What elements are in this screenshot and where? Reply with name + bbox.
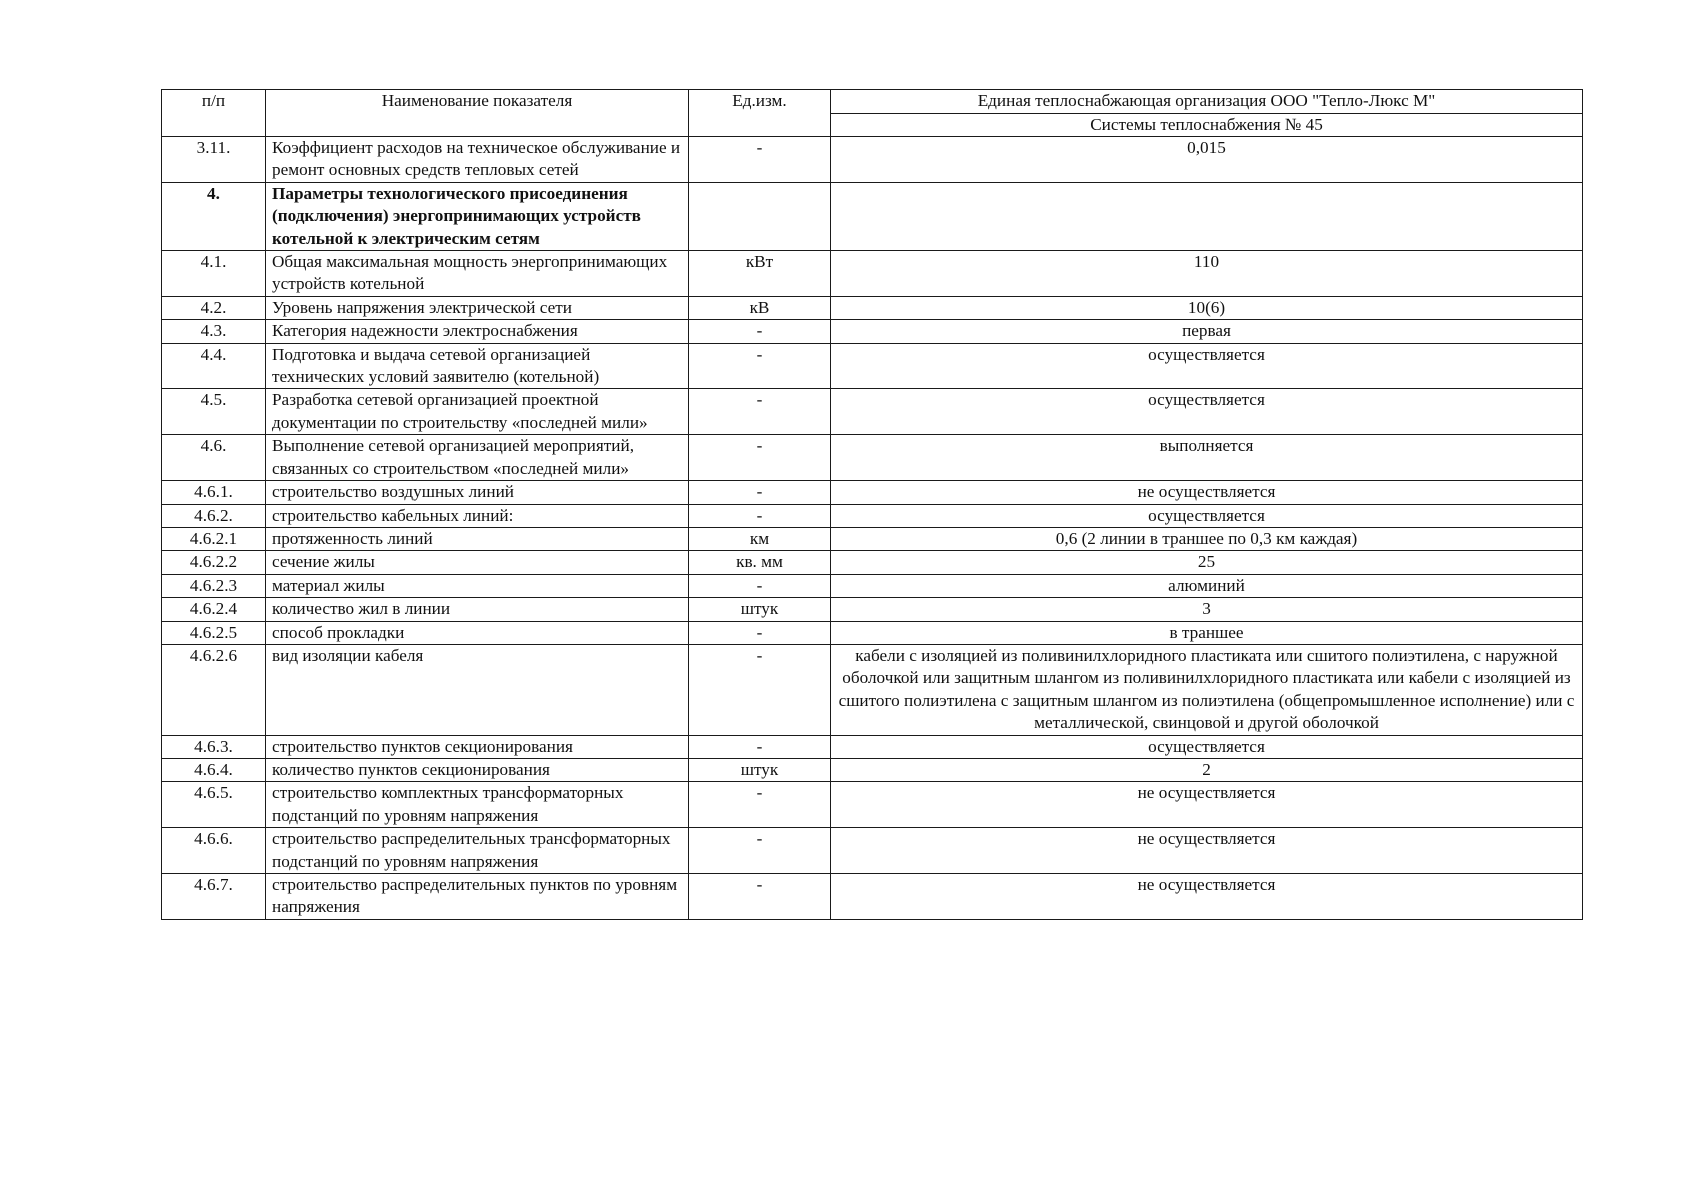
row-num: 4.6.2.1 [162, 527, 266, 550]
row-num: 3.11. [162, 137, 266, 183]
row-name: способ прокладки [266, 621, 689, 644]
table-row [162, 874, 1583, 920]
row-unit: штук [689, 598, 831, 621]
row-num: 4.2. [162, 296, 266, 319]
row-unit: кВт [689, 251, 831, 297]
row-name: Подготовка и выдача сетевой организацией технических условий заявителю (котельной) [266, 343, 689, 389]
row-unit: - [689, 644, 831, 735]
row-unit: - [689, 435, 831, 481]
table-row [162, 621, 1583, 644]
row-num: 4.6.1. [162, 481, 266, 504]
row-num: 4.5. [162, 389, 266, 435]
table-row [162, 828, 1583, 874]
row-num: 4.6. [162, 435, 266, 481]
row-unit: км [689, 527, 831, 550]
row-name: материал жилы [266, 574, 689, 597]
row-value: первая [831, 320, 1583, 343]
row-name: строительство кабельных линий: [266, 504, 689, 527]
row-name: строительство распределительных трансформаторных подстанций по уровням напряжения [266, 828, 689, 874]
row-value: 25 [831, 551, 1583, 574]
row-num: 4.6.2.4 [162, 598, 266, 621]
table-row [162, 598, 1583, 621]
table-header [162, 90, 1583, 137]
row-num: 4.4. [162, 343, 266, 389]
row-value: не осуществляется [831, 481, 1583, 504]
row-value: 0,015 [831, 137, 1583, 183]
header-num: п/п [162, 90, 266, 137]
row-num: 4.1. [162, 251, 266, 297]
row-num: 4.6.2. [162, 504, 266, 527]
row-name: Параметры технологического присоединения (подключения) энергопринимающих устройств котельной к электрическим сетям [266, 182, 689, 250]
table-body [162, 137, 1583, 920]
row-value: 10(6) [831, 296, 1583, 319]
table-row [162, 435, 1583, 481]
row-value: 2 [831, 758, 1583, 781]
row-unit: штук [689, 758, 831, 781]
header-unit: Ед.изм. [689, 90, 831, 137]
table-row [162, 296, 1583, 319]
table-row [162, 782, 1583, 828]
table-row [162, 182, 1583, 250]
row-name: строительство комплектных трансформаторных подстанций по уровням напряжения [266, 782, 689, 828]
row-unit: - [689, 782, 831, 828]
row-unit: - [689, 735, 831, 758]
row-unit: кв. мм [689, 551, 831, 574]
row-name: строительство распределительных пунктов по уровням напряжения [266, 874, 689, 920]
row-num: 4. [162, 182, 266, 250]
row-unit: - [689, 481, 831, 504]
row-unit: - [689, 389, 831, 435]
row-value: осуществляется [831, 504, 1583, 527]
row-name: строительство пунктов секционирования [266, 735, 689, 758]
row-name: протяженность линий [266, 527, 689, 550]
table-row [162, 758, 1583, 781]
row-num: 4.6.2.5 [162, 621, 266, 644]
row-name: Категория надежности электроснабжения [266, 320, 689, 343]
row-name: Коэффициент расходов на техническое обслуживание и ремонт основных средств тепловых сетей [266, 137, 689, 183]
table-row [162, 504, 1583, 527]
row-value: в траншее [831, 621, 1583, 644]
table-row [162, 644, 1583, 735]
header-system: Системы теплоснабжения № 45 [831, 114, 1583, 137]
row-name: Уровень напряжения электрической сети [266, 296, 689, 319]
row-num: 4.6.5. [162, 782, 266, 828]
header-name: Наименование показателя [266, 90, 689, 137]
row-value: 110 [831, 251, 1583, 297]
row-unit: - [689, 621, 831, 644]
row-value: выполняется [831, 435, 1583, 481]
header-organization: Единая теплоснабжающая организация ООО "Тепло-Люкс М" [831, 90, 1583, 114]
table-row [162, 137, 1583, 183]
row-unit: - [689, 343, 831, 389]
row-value: осуществляется [831, 735, 1583, 758]
row-num: 4.6.2.2 [162, 551, 266, 574]
row-name: сечение жилы [266, 551, 689, 574]
row-num: 4.6.4. [162, 758, 266, 781]
row-num: 4.6.3. [162, 735, 266, 758]
row-unit: - [689, 137, 831, 183]
row-value: не осуществляется [831, 782, 1583, 828]
row-name: Общая максимальная мощность энергопринимающих устройств котельной [266, 251, 689, 297]
row-name: Выполнение сетевой организацией мероприятий, связанных со строительством «последней мили» [266, 435, 689, 481]
row-unit: - [689, 504, 831, 527]
row-value: кабели с изоляцией из поливинилхлоридного пластиката или сшитого полиэтилена, с наружной оболочкой или защитным шлангом из поливинилхлоридного пластиката или кабели с изоляцией из сшитого полиэтилена с защитным шлангом из полиэтилена (общепромышленное исполнение) или с металлической, свинцовой и другой оболочкой [831, 644, 1583, 735]
row-num: 4.3. [162, 320, 266, 343]
indicators-table [161, 89, 1583, 920]
row-name: Разработка сетевой организацией проектной документации по строительству «последней мили» [266, 389, 689, 435]
row-name: вид изоляции кабеля [266, 644, 689, 735]
table-row [162, 251, 1583, 297]
table-row [162, 343, 1583, 389]
row-value: 3 [831, 598, 1583, 621]
row-unit: - [689, 320, 831, 343]
row-value: не осуществляется [831, 828, 1583, 874]
table-row [162, 389, 1583, 435]
row-unit: - [689, 874, 831, 920]
row-num: 4.6.6. [162, 828, 266, 874]
row-unit [689, 182, 831, 250]
row-name: количество жил в линии [266, 598, 689, 621]
row-value [831, 182, 1583, 250]
table-row [162, 527, 1583, 550]
row-num: 4.6.2.3 [162, 574, 266, 597]
row-num: 4.6.7. [162, 874, 266, 920]
row-unit: кВ [689, 296, 831, 319]
table-row [162, 481, 1583, 504]
table-row [162, 735, 1583, 758]
table-row [162, 551, 1583, 574]
row-value: не осуществляется [831, 874, 1583, 920]
table-row [162, 574, 1583, 597]
row-name: строительство воздушных линий [266, 481, 689, 504]
row-unit: - [689, 828, 831, 874]
row-value: 0,6 (2 линии в траншее по 0,3 км каждая) [831, 527, 1583, 550]
row-value: осуществляется [831, 343, 1583, 389]
row-value: осуществляется [831, 389, 1583, 435]
row-value: алюминий [831, 574, 1583, 597]
row-unit: - [689, 574, 831, 597]
table-row [162, 320, 1583, 343]
row-name: количество пунктов секционирования [266, 758, 689, 781]
row-num: 4.6.2.6 [162, 644, 266, 735]
